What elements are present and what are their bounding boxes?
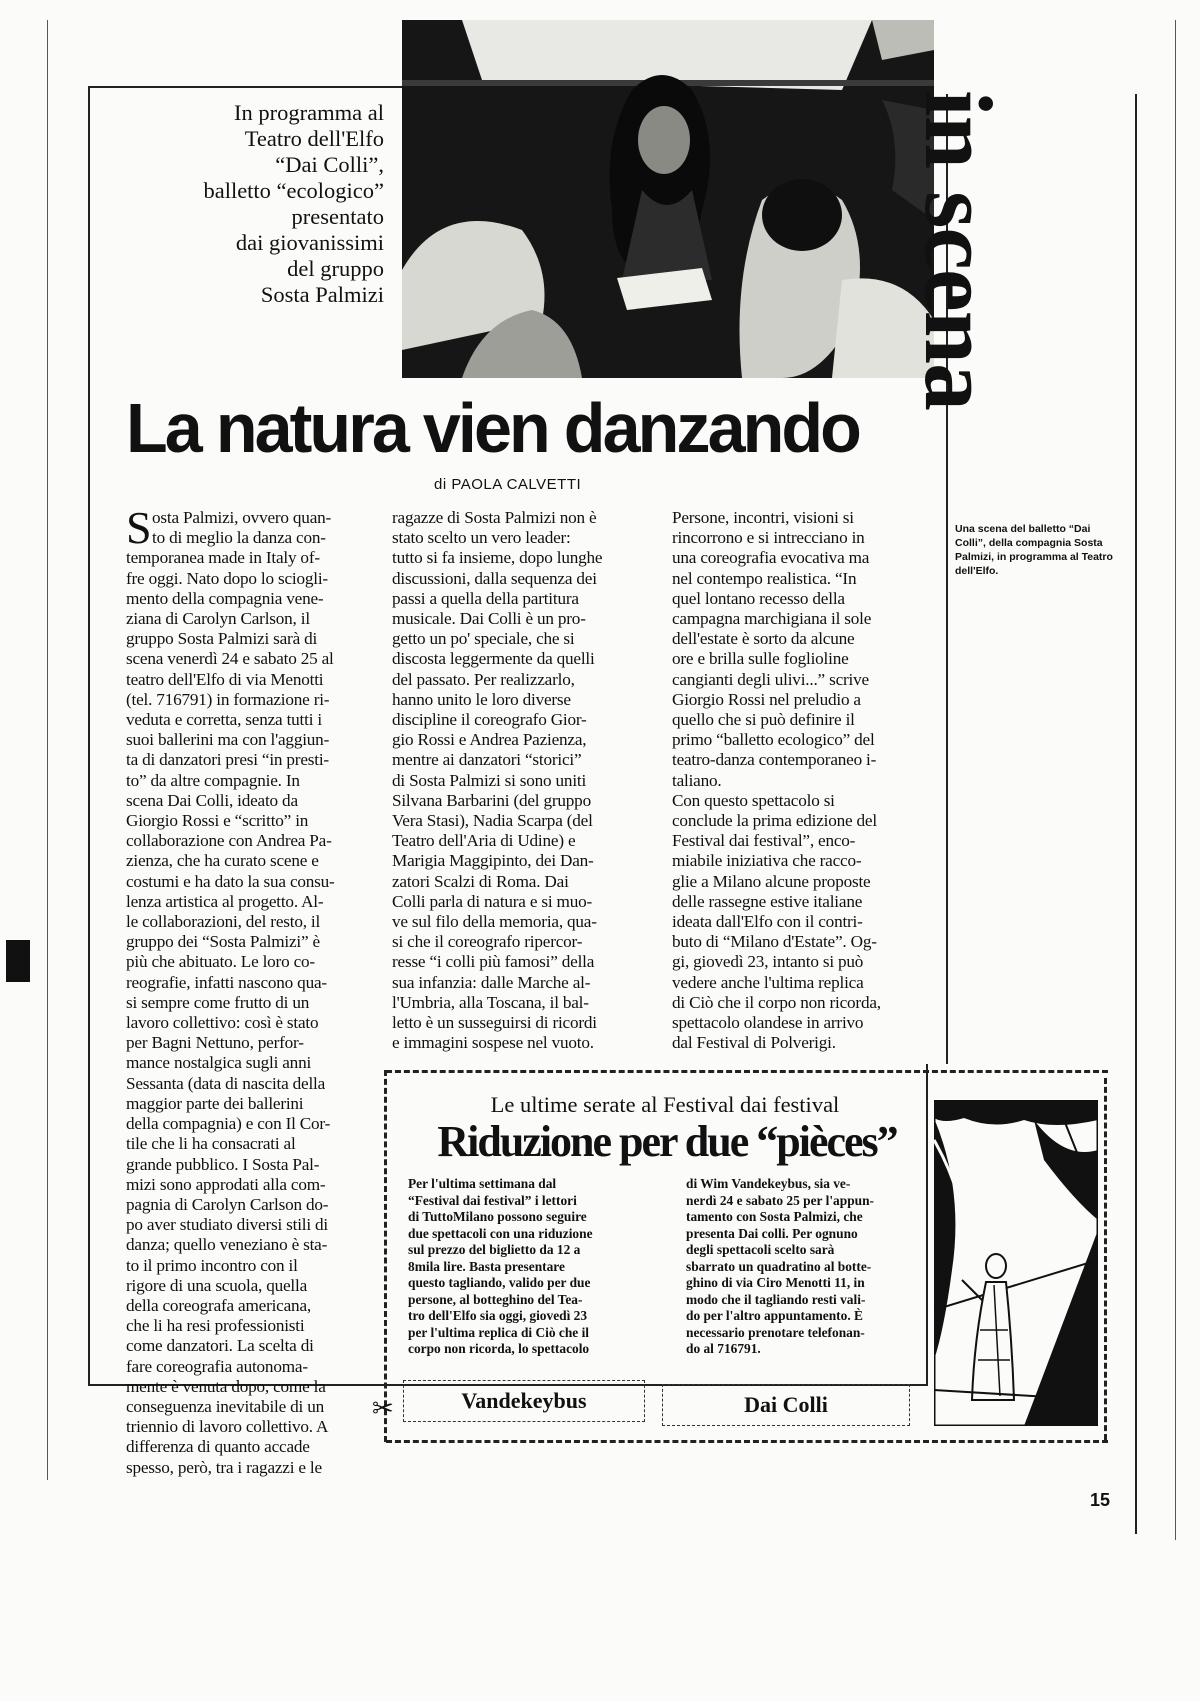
- standfirst-line: “Dai Colli”,: [275, 152, 384, 177]
- text-line: fare coreografia autonoma-: [126, 1356, 308, 1376]
- text-line: teatro dell'Elfo di via Menotti: [126, 669, 324, 689]
- text-line: sbarrato un quadratino al botte-: [686, 1258, 872, 1274]
- article-frame-left: [88, 86, 90, 1386]
- text-line: ideata dall'Elfo con il contri-: [672, 912, 863, 932]
- text-line: 8mila lire. Basta presentare: [408, 1258, 565, 1274]
- text-line: getto un po' speciale, che si: [392, 629, 575, 649]
- standfirst-line: balletto “ecologico”: [203, 178, 384, 203]
- drop-cap: S: [126, 502, 152, 553]
- text-line: di Wim Vandekeybus, sia ve-: [686, 1176, 851, 1191]
- article-column-2: [392, 508, 648, 1053]
- page-right-rule: [1135, 94, 1137, 1534]
- text-line: triennio di lavoro collettivo. A: [126, 1417, 329, 1437]
- text-line: dell'estate è sorto da alcune: [672, 629, 855, 649]
- text-line: do per l'altro appuntamento. È: [686, 1308, 863, 1323]
- text-line: letto è un susseguirsi di ricordi: [392, 1013, 597, 1033]
- text-line: ragazze di Sosta Palmizi non è: [392, 508, 597, 527]
- text-line: spesso, però, tra i ragazzi e le: [126, 1457, 322, 1477]
- text-line: sua infanzia: dalle Marche al-: [392, 972, 591, 992]
- standfirst-line: Sosta Palmizi: [260, 282, 384, 307]
- text-line: discosta leggermente da quelli: [392, 649, 595, 669]
- article-column-3: [672, 508, 926, 1053]
- text-line: reografie, infatti nascono qua-: [126, 972, 327, 992]
- text-line: mance nostalgica sugli anni: [126, 1053, 312, 1073]
- text-line: grande pubblico. I Sosta Pal-: [126, 1154, 320, 1174]
- text-line: “Festival dai festival” i lettori: [408, 1192, 577, 1208]
- standfirst-line: dai giovanissimi: [235, 230, 384, 255]
- page-margin-rule: [47, 20, 48, 1480]
- coupon-kicker: Le ultime serate al Festival dai festival: [490, 1092, 840, 1117]
- text-line: Con questo spettacolo si: [672, 790, 835, 810]
- text-line: danza; quello veneziano è sta-: [126, 1235, 328, 1255]
- text-line: conclude la prima edizione del: [672, 811, 877, 831]
- text-line: miabile iniziativa che racco-: [672, 851, 862, 871]
- text-line: Vera Stasi), Nadia Scarpa (del: [392, 811, 593, 831]
- text-line: nerdì 24 e sabato 25 per l'appun-: [686, 1192, 874, 1208]
- text-line: tro dell'Elfo sia oggi, giovedì 23: [408, 1308, 588, 1323]
- text-line: della coreografa americana,: [126, 1295, 311, 1315]
- text-line: che li ha resi professionisti: [126, 1316, 305, 1336]
- text-line: della compagnia) e con Il Cor-: [126, 1114, 331, 1134]
- photo-caption: Una scena del balletto “Dai Colli”, della compagnia Sosta Palmizi, in programma al Teatro dell'Elfo.: [955, 523, 1113, 577]
- text-line: ve sul filo della memoria, qua-: [392, 912, 597, 932]
- text-line: musicale. Dai Colli è un pro-: [392, 609, 586, 629]
- text-line: pagnia di Carolyn Carlson do-: [126, 1194, 329, 1214]
- coupon-cut-line-bottom: [386, 1440, 1108, 1443]
- coupon-cut-line-top: [386, 1070, 1108, 1073]
- text-line: per l'ultima replica di Ciò che il: [408, 1324, 590, 1340]
- text-line: differenza di quanto accade: [126, 1437, 310, 1457]
- registration-mark: [6, 940, 30, 982]
- text-line: Silvana Barbarini (del gruppo: [392, 790, 591, 810]
- text-line: do al 716791.: [686, 1341, 761, 1356]
- text-line: ghino di via Ciro Menotti 11, in: [686, 1275, 865, 1290]
- text-line: dal Festival di Polverigi.: [672, 1033, 836, 1053]
- text-line: stato scelto un vero leader:: [392, 528, 571, 548]
- text-line: gio Rossi e Andrea Pazienza,: [392, 730, 587, 750]
- text-line: osta Palmizi, ovvero quan-: [152, 508, 332, 527]
- text-line: quel lontano recesso della: [672, 588, 845, 608]
- text-line: Sessanta (data di nascita della: [126, 1073, 326, 1093]
- performance-photo: [402, 20, 934, 378]
- text-line: sul prezzo del biglietto da 12 a: [408, 1242, 581, 1257]
- article-headline: La natura vien danzando: [126, 389, 859, 467]
- text-line: po aver studiato diversi stili di: [126, 1215, 329, 1235]
- text-line: suoi ballerini ma con l'aggiun-: [126, 730, 330, 750]
- text-line: fre oggi. Nato dopo lo sciogli-: [126, 568, 328, 588]
- text-line: questo tagliando, valido per due: [408, 1275, 591, 1290]
- text-line: to” da altre compagnie. In: [126, 770, 300, 790]
- text-line: taliano.: [672, 770, 722, 790]
- text-line: Colli parla di natura e si muo-: [392, 891, 592, 911]
- text-line: persone, al botteghino del Tea-: [408, 1291, 583, 1307]
- text-line: (tel. 716791) in formazione ri-: [126, 689, 330, 709]
- text-line: passi a quella della partitura: [392, 588, 579, 608]
- text-line: resse “i colli più famosi” della: [392, 952, 595, 972]
- text-line: come danzatori. La scelta di: [126, 1336, 314, 1356]
- text-line: per Bagni Nettuno, perfor-: [126, 1033, 304, 1053]
- text-line: le collaborazioni, del resto, il: [126, 912, 321, 932]
- coupon-cut-line-left: [384, 1070, 387, 1442]
- text-line: buto di “Milano d'Estate”. Og-: [672, 932, 877, 952]
- text-line: corpo non ricorda, lo spettacolo: [408, 1341, 590, 1356]
- article-standfirst: [150, 100, 384, 308]
- text-line: lavoro collettivo: così è stato: [126, 1013, 319, 1033]
- text-line: discussioni, dalla sequenza dei: [392, 568, 597, 588]
- text-line: tutto si fa insieme, dopo lunghe: [392, 548, 603, 568]
- coupon-cut-line-right: [1104, 1078, 1107, 1440]
- text-line: cangianti degli ulivi...” scrive: [672, 669, 869, 689]
- text-line: di TuttoMilano possono seguire: [408, 1209, 587, 1224]
- text-line: lenza artistica al progetto. Al-: [126, 891, 324, 911]
- article-column-1: [126, 502, 374, 1478]
- coupon-text-column-2: [686, 1176, 918, 1358]
- text-line: campagna marchigiana il sole: [672, 609, 872, 629]
- text-line: veduta e corretta, senza tutti i: [126, 710, 322, 730]
- text-line: più che abituato. Le loro co-: [126, 952, 315, 972]
- text-line: hanno unito le loro diverse: [392, 689, 571, 709]
- standfirst-line: Teatro dell'Elfo: [244, 126, 384, 151]
- text-line: ziana di Carolyn Carlson, il: [126, 609, 310, 629]
- text-line: to il primo incontro con il: [126, 1255, 298, 1275]
- text-line: e immagini sospese nel vuoto.: [392, 1033, 594, 1053]
- text-line: l'Umbria, alla Toscana, il bal-: [392, 992, 589, 1012]
- text-line: zienza, che ha curato scene e: [126, 851, 319, 871]
- text-line: Teatro dell'Aria di Udine) e: [392, 831, 576, 851]
- text-line: maggior parte dei ballerini: [126, 1093, 304, 1113]
- text-line: gi, giovedì 23, intanto si può: [672, 952, 864, 972]
- text-line: gruppo Sosta Palmizi sarà di: [126, 629, 318, 649]
- text-line: primo “balletto ecologico” del: [672, 730, 875, 750]
- text-line: Festival dai festival”, enco-: [672, 831, 856, 851]
- text-line: tamento con Sosta Palmizi, che: [686, 1209, 863, 1224]
- text-line: rincorrono e si intrecciano in: [672, 528, 865, 548]
- ticket-vandekeybus[interactable]: Vandekeybus: [403, 1380, 645, 1422]
- text-line: conseguenza inevitabile di un: [126, 1396, 324, 1416]
- text-line: una coreografia evocativa ma: [672, 548, 870, 568]
- text-line: to di meglio la danza con-: [152, 528, 326, 548]
- standfirst-line: presentato: [291, 204, 384, 229]
- text-line: mizi sono approdati alla com-: [126, 1174, 326, 1194]
- text-line: tile che li ha consacrati al: [126, 1134, 296, 1154]
- text-line: mento della compagnia vene-: [126, 588, 324, 608]
- text-line: necessario prenotare telefonan-: [686, 1324, 865, 1340]
- text-line: ore e brilla sulle foglioline: [672, 649, 849, 669]
- coupon-text-column-1: [408, 1176, 656, 1358]
- text-line: Giorgio Rossi e “scritto” in: [126, 811, 309, 831]
- text-line: scena venerdì 24 e sabato 25 al: [126, 649, 334, 669]
- standfirst-line: In programma al: [234, 100, 384, 125]
- text-line: si sempre come frutto di un: [126, 992, 310, 1012]
- text-line: presenta Dai colli. Per ognuno: [686, 1225, 858, 1241]
- text-line: vedere anche l'ultima replica: [672, 972, 864, 992]
- article-frame-top: [88, 86, 404, 88]
- text-line: zatori Scalzi di Roma. Dai: [392, 871, 569, 891]
- text-line: Marigia Maggipinto, dei Dan-: [392, 851, 594, 871]
- text-line: collaborazione con Andrea Pa-: [126, 831, 332, 851]
- section-label: in scena: [905, 90, 1012, 411]
- text-line: rigore di una scuola, quella: [126, 1275, 308, 1295]
- text-line: mente è venuta dopo, come la: [126, 1376, 326, 1396]
- text-line: mentre ai danzatori “storici”: [392, 750, 582, 770]
- text-line: costumi e ha dato la sua consu-: [126, 871, 335, 891]
- text-line: delle rassegne estive italiane: [672, 891, 863, 911]
- text-line: spettacolo olandese in arrivo: [672, 1013, 864, 1033]
- text-line: nel contempo realistica. “In: [672, 568, 857, 588]
- text-line: Persone, incontri, visioni si: [672, 508, 854, 527]
- scissors-icon: ✂: [372, 1394, 394, 1424]
- ticket-dai-colli[interactable]: Dai Colli: [662, 1384, 910, 1426]
- page-number: 15: [1090, 1490, 1111, 1510]
- text-line: glie a Milano alcune proposte: [672, 871, 871, 891]
- text-line: quello che si può definire il: [672, 710, 855, 730]
- text-line: Per l'ultima settimana dal: [408, 1176, 557, 1191]
- text-line: ta di danzatori presi “in presti-: [126, 750, 329, 770]
- byline: di PAOLA CALVETTI: [434, 476, 582, 493]
- text-line: Giorgio Rossi nel preludio a: [672, 689, 861, 709]
- text-line: due spettacoli con una riduzione: [408, 1225, 593, 1241]
- standfirst-line: del gruppo: [287, 256, 384, 281]
- theatre-curtain-illustration: [934, 1100, 1098, 1426]
- text-line: gruppo dei “Sosta Palmizi” è: [126, 932, 320, 952]
- text-line: temporanea made in Italy of-: [126, 548, 320, 568]
- coupon-title: Riduzione per due “pièces”: [437, 1117, 897, 1166]
- page-edge-rule: [1175, 20, 1176, 1540]
- text-line: teatro-danza contemporaneo i-: [672, 750, 877, 770]
- text-line: scena Dai Colli, ideato da: [126, 790, 298, 810]
- text-line: di Sosta Palmizi si sono uniti: [392, 770, 587, 790]
- text-line: discipline il coreografo Gior-: [392, 710, 587, 730]
- text-line: degli spettacoli scelto sarà: [686, 1242, 835, 1257]
- text-line: modo che il tagliando resti vali-: [686, 1291, 866, 1307]
- text-line: del passato. Per realizzarlo,: [392, 669, 575, 689]
- text-line: di Ciò che il corpo non ricorda,: [672, 992, 881, 1012]
- text-line: si che il coreografo ripercor-: [392, 932, 583, 952]
